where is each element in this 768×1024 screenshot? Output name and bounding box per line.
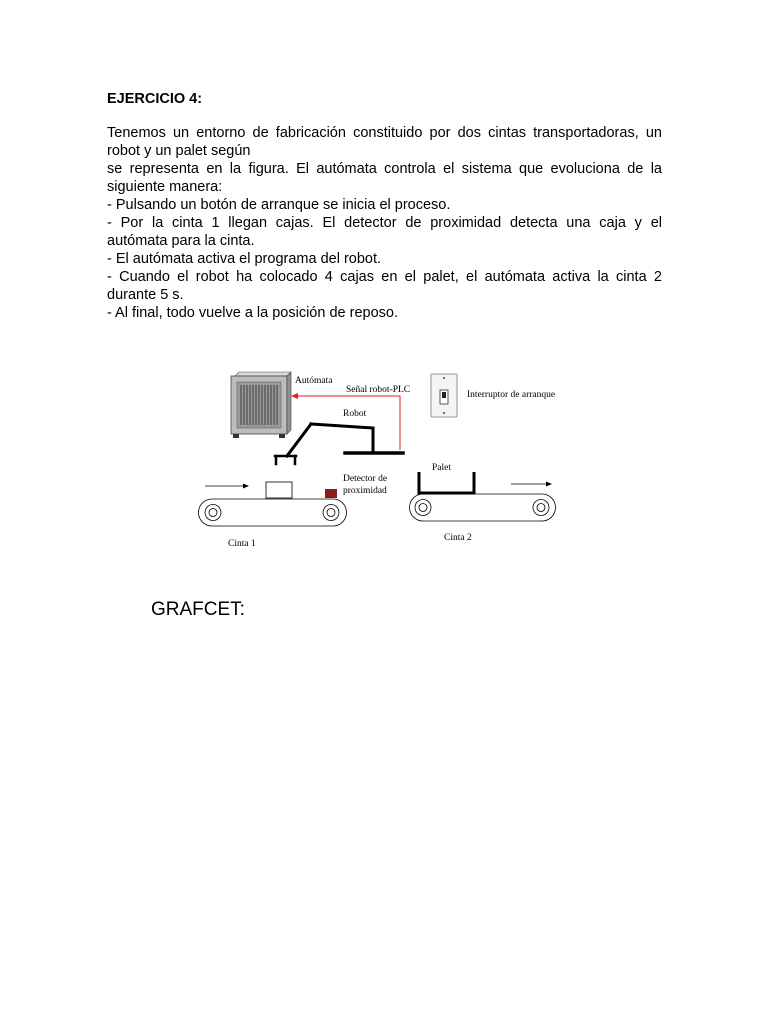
grafcet-heading: GRAFCET: xyxy=(151,599,245,620)
signal-label: Señal robot-PLC xyxy=(346,385,411,395)
text-line: - Pulsando un botón de arranque se inicia el proceso. xyxy=(107,197,451,213)
box xyxy=(266,482,292,498)
output-arrow-head-icon xyxy=(546,482,552,487)
signal-arrow-icon xyxy=(291,393,298,399)
switch-label: Interruptor de arranque xyxy=(467,390,556,400)
robot-arm-icon xyxy=(275,424,403,464)
palet-label: Palet xyxy=(432,463,451,473)
text-line: - Cuando el robot ha colocado 4 cajas en el palet, el autómata activa la cinta 2 xyxy=(107,269,662,285)
detector-label-line1: Detector de xyxy=(343,474,388,484)
conveyor-1 xyxy=(199,499,347,526)
text-line: Tenemos un entorno de fabricación constituido por dos cintas transportadoras, un xyxy=(107,125,662,141)
text-line: - El autómata activa el programa del robot. xyxy=(107,251,382,267)
exercise-description xyxy=(107,124,662,322)
palet xyxy=(419,472,474,493)
text-line: - Por la cinta 1 llegan cajas. El detector de proximidad detecta una caja y el xyxy=(107,215,662,231)
text-line: robot y un palet según xyxy=(107,143,251,159)
manufacturing-system-figure xyxy=(195,362,575,552)
automata-label: Autómata xyxy=(295,376,333,386)
cinta1-label: Cinta 1 xyxy=(228,539,256,549)
text-line: siguiente manera: xyxy=(107,179,223,195)
input-arrow-head-icon xyxy=(243,484,249,489)
cinta2-label: Cinta 2 xyxy=(444,533,472,543)
plc-cabinet-icon xyxy=(231,372,291,438)
conveyor-2 xyxy=(410,494,556,521)
text-line: durante 5 s. xyxy=(107,287,184,303)
robot-label: Robot xyxy=(343,409,367,419)
proximity-detector xyxy=(325,489,337,498)
detector-label-line2: proximidad xyxy=(343,486,387,496)
text-line: se representa en la figura. El autómata controla el sistema que evoluciona de la xyxy=(107,161,662,177)
start-switch-icon xyxy=(431,374,457,417)
text-line: - Al final, todo vuelve a la posición de reposo. xyxy=(107,305,398,321)
text-line: autómata para la cinta. xyxy=(107,233,255,249)
exercise-title: EJERCICIO 4: xyxy=(107,91,203,107)
